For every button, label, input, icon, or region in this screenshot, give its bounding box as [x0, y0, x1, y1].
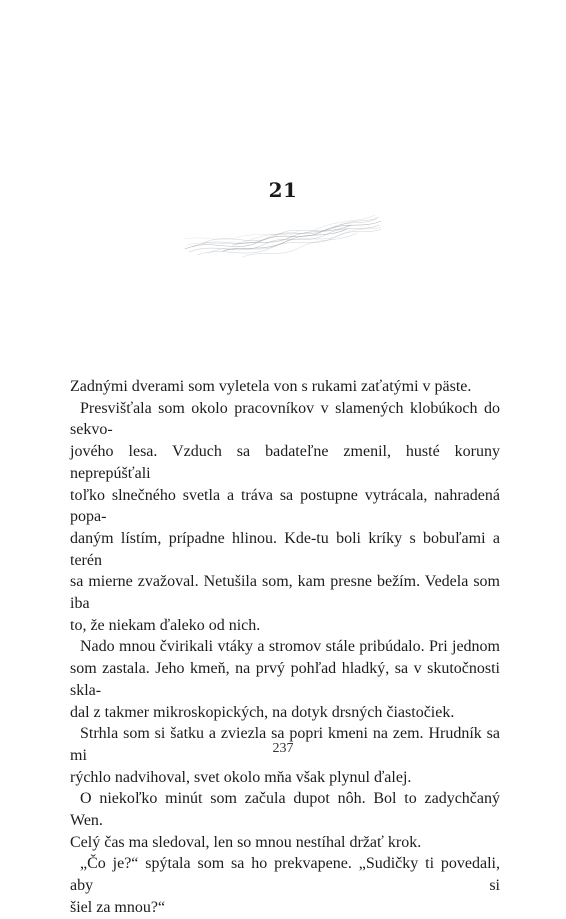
text-line: Zadnými dverami som vyletela von s rukami zaťatými v päste. [70, 378, 472, 395]
text-line: „Čo je?“ spýtala som sa ho prekvapene. „Sudičky ti povedali, aby si [70, 855, 500, 895]
text-line: dal z takmer mikroskopických, na dotyk drsných čiastočiek. [70, 703, 455, 721]
text-line: O niekoľko minút som začula dupot nôh. Bol to zadychčaný Wen. [70, 790, 500, 830]
text-line: to, že niekam ďaleko od nich. [70, 616, 261, 634]
text-line: Presvišťala som okolo pracovníkov v slamených klobúkoch do sekvo- [70, 399, 500, 439]
paragraph [70, 636, 500, 723]
text-line: daným lístím, prípadne hlinou. Kde-tu boli kríky s bobuľami a terén [70, 529, 500, 569]
text-line: toľko slnečného svetla a tráva sa postupne vytrácala, nahradená popa- [70, 486, 500, 526]
text-line: Nado mnou čvirikali vtáky a stromov stále pribúdalo. Pri jednom [80, 638, 500, 656]
paragraph [70, 853, 500, 918]
paragraph [70, 398, 500, 637]
text-line: som zastala. Jeho kmeň, na prvý pohľad hladký, sa v skutočnosti skla- [70, 660, 500, 699]
paragraph [70, 376, 500, 398]
text-line: Strhla som si šatku a zviezla sa popri kmeni na zem. Hrudník sa mi [70, 725, 500, 764]
text-line: Celý čas ma sledoval, len so mnou nestíhal držať krok. [70, 833, 422, 851]
chapter-body [70, 376, 500, 919]
text-line: jového lesa. Vzduch sa badateľne zmenil, husté koruny neprepúšťali [70, 443, 500, 482]
text-line: rýchlo nadvihoval, svet okolo mňa však plynul ďalej. [70, 768, 412, 786]
page-number: 237 [272, 741, 294, 756]
text-line: sa mierne zvažoval. Netušila som, kam presne bežím. Vedela som iba [70, 573, 500, 613]
chapter-number: 21 [268, 178, 298, 202]
smoke-swirl-icon [183, 209, 383, 267]
text-line: šiel za mnou?“ [70, 898, 166, 916]
paragraph [70, 788, 500, 853]
